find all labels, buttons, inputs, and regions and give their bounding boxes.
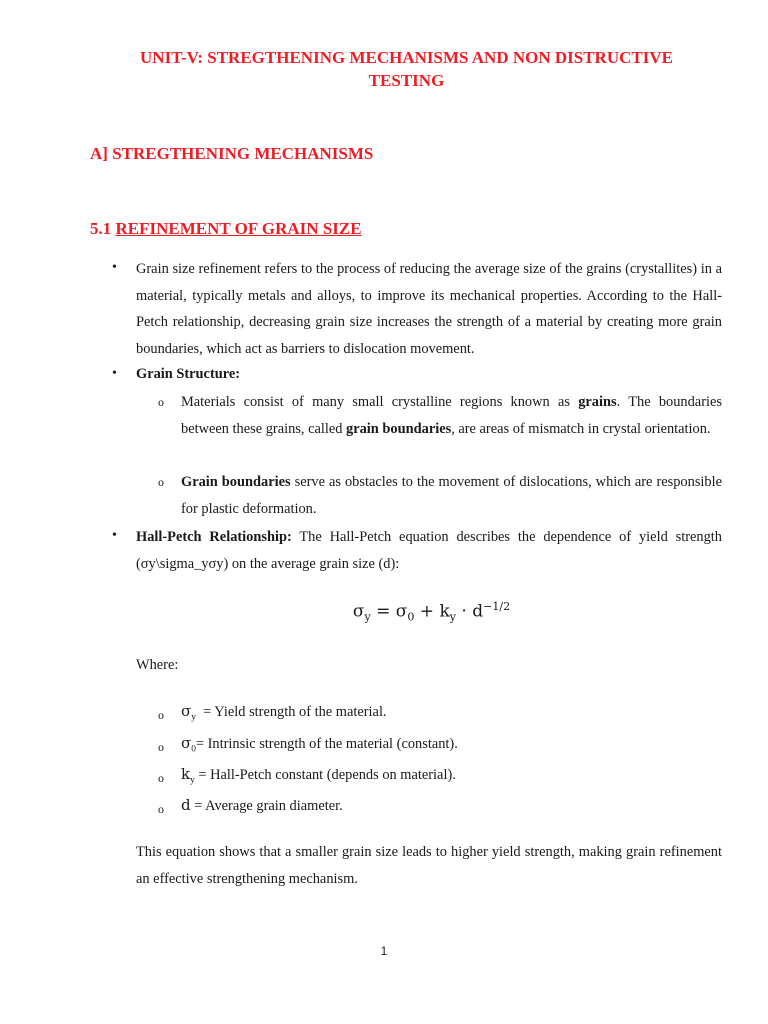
symbol-sub: y xyxy=(190,775,195,786)
symbol: k xyxy=(181,765,191,783)
term-grains: grains xyxy=(578,394,617,410)
formula-d: d xyxy=(472,601,484,622)
bullet-marker: • xyxy=(112,366,117,381)
where-label: Where: xyxy=(136,657,179,673)
formula-dot: · xyxy=(456,601,473,622)
text-run: The Hall-Petch equation describes the dependence of yield strength (σy\sigma_yσy) on the average grain size (d): xyxy=(136,529,723,572)
text-run: . The boundaries between these grains, called xyxy=(181,394,722,437)
sub-bullet-marker: o xyxy=(158,740,164,754)
definition: = Hall-Petch constant (depends on material). xyxy=(194,767,456,783)
formula-k: k xyxy=(439,601,450,622)
formula-sub: 0 xyxy=(407,610,415,624)
symbol: d xyxy=(181,796,191,814)
grain-structure-item-1 xyxy=(181,389,722,442)
sub-bullet-marker: o xyxy=(158,771,164,785)
formula-sigma: σ xyxy=(352,601,365,622)
sub-bullet-marker: o xyxy=(158,395,164,409)
conclusion-paragraph: This equation shows that a smaller grain size leads to higher yield strength, making grain refinement an effective strengthening mechanism. xyxy=(136,844,722,887)
where-item xyxy=(181,734,458,754)
where-item xyxy=(181,796,343,815)
symbol-sub: 0 xyxy=(191,744,196,755)
unit-title: UNIT-V: STREGTHENING MECHANISMS AND NON DISTRUCTIVE TESTING xyxy=(140,48,673,90)
page-number: 1 xyxy=(380,944,388,958)
grain-structure-heading: Grain Structure: xyxy=(136,366,241,382)
symbol: σ xyxy=(181,702,192,720)
hall-petch-equation xyxy=(0,600,768,623)
sub-bullet-marker: o xyxy=(158,802,164,816)
sub-bullet-marker: o xyxy=(158,475,164,489)
section-a-heading: A] STREGTHENING MECHANISMS xyxy=(90,144,374,163)
bullet-marker: • xyxy=(112,528,117,543)
formula-plus: + xyxy=(414,601,440,622)
hall-petch-heading: Hall-Petch Relationship: xyxy=(136,529,292,545)
section-title: REFINEMENT OF GRAIN SIZE xyxy=(115,219,362,238)
text-run: Materials consist of many small crystalline regions known as xyxy=(181,394,579,410)
where-item xyxy=(181,765,456,785)
symbol-sub: y xyxy=(191,712,196,723)
grain-refinement-paragraph: Grain size refinement refers to the process of reducing the average size of the grains (crystallites) in a material, typically metals and alloys, to improve its mechanical properties. According to the Hall-Petch relationship, decreasing grain size increases the strength of a material by creating more grain boundaries, which act as barriers to dislocation movement. xyxy=(136,261,722,358)
text-run: serve as obstacles to the movement of dislocations, which are responsible for plastic deformation. xyxy=(181,474,722,517)
grain-structure-item-2 xyxy=(181,469,722,522)
text-run: , are areas of mismatch in crystal orientation. xyxy=(451,420,711,437)
formula-sub: y xyxy=(449,610,457,624)
section-number: 5.1 xyxy=(90,219,112,238)
term-grain-boundaries: Grain boundaries xyxy=(181,474,291,490)
sub-bullet-marker: o xyxy=(158,708,164,722)
term-grain-boundaries: grain boundaries xyxy=(346,420,452,437)
definition: = Yield strength of the material. xyxy=(195,704,387,720)
definition: = Average grain diameter. xyxy=(190,798,343,814)
formula-exponent: −1/2 xyxy=(483,600,511,613)
formula-sub: y xyxy=(364,610,371,624)
symbol: σ xyxy=(181,734,192,752)
formula-eq: = xyxy=(370,601,396,622)
hall-petch-paragraph xyxy=(136,524,722,577)
definition: = Intrinsic strength of the material (constant). xyxy=(195,736,458,752)
formula-sigma: σ xyxy=(395,601,408,622)
section-5-1-heading xyxy=(90,219,362,239)
where-item xyxy=(181,702,387,722)
bullet-marker: • xyxy=(112,260,117,275)
